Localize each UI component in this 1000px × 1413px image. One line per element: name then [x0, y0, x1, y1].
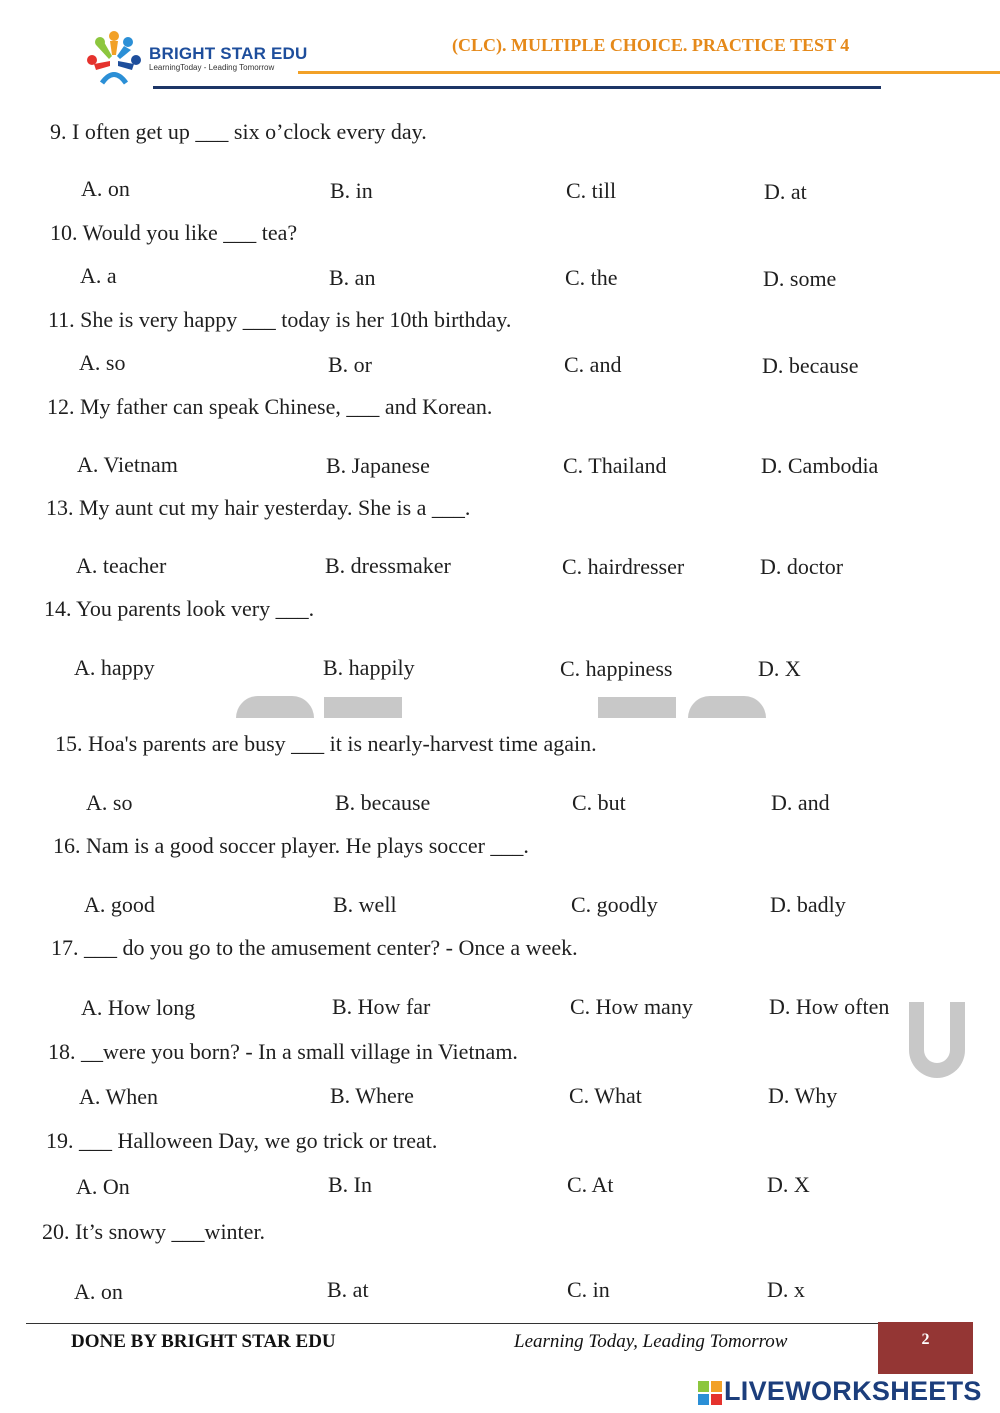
- option-d[interactable]: D. doctor: [760, 554, 844, 579]
- page-title: (CLC). MULTIPLE CHOICE. PRACTICE TEST 4: [452, 35, 850, 55]
- option-a[interactable]: A. on: [74, 1279, 123, 1304]
- question-text: 16. Nam is a good soccer player. He plays soccer ___.: [53, 833, 529, 858]
- option-a[interactable]: A. How long: [81, 995, 196, 1020]
- option-b[interactable]: B. Japanese: [326, 453, 430, 478]
- option-b[interactable]: B. because: [335, 790, 431, 815]
- question-text: 19. ___ Halloween Day, we go trick or treat.: [46, 1128, 438, 1153]
- option-a[interactable]: A. When: [79, 1084, 159, 1109]
- option-c[interactable]: C. but: [572, 790, 626, 815]
- footer-credit: DONE BY BRIGHT STAR EDU: [71, 1331, 336, 1352]
- option-d[interactable]: D. Cambodia: [761, 453, 879, 478]
- option-b[interactable]: B. In: [328, 1172, 372, 1197]
- option-a[interactable]: A. so: [79, 350, 126, 375]
- option-a[interactable]: A. Vietnam: [77, 452, 178, 477]
- option-d[interactable]: D. Why: [768, 1083, 838, 1108]
- option-c[interactable]: C. happiness: [560, 656, 673, 681]
- option-c[interactable]: C. hairdresser: [562, 554, 685, 579]
- option-c[interactable]: C. till: [566, 178, 617, 203]
- option-b[interactable]: B. at: [327, 1277, 369, 1302]
- option-b[interactable]: B. dressmaker: [325, 553, 451, 578]
- option-c[interactable]: C. What: [569, 1083, 642, 1108]
- liveworksheets-brand[interactable]: LIVEWORKSHEETS: [724, 1376, 982, 1406]
- option-b[interactable]: B. How far: [332, 994, 431, 1019]
- watermark-shape: [598, 697, 676, 718]
- option-c[interactable]: C. in: [567, 1277, 610, 1302]
- option-c[interactable]: C. How many: [570, 994, 693, 1019]
- option-b[interactable]: B. happily: [323, 655, 415, 680]
- option-d[interactable]: D. x: [767, 1277, 805, 1302]
- page-number: 2: [878, 1322, 973, 1374]
- question-text: 20. It’s snowy ___winter.: [42, 1219, 266, 1244]
- option-b[interactable]: B. Where: [330, 1083, 414, 1108]
- question-text: 15. Hoa's parents are busy ___ it is nearly-harvest time again.: [55, 731, 597, 756]
- option-d[interactable]: D. X: [758, 656, 801, 681]
- option-c[interactable]: C. the: [565, 265, 618, 290]
- brand-tagline: LearningToday - Leading Tomorrow: [149, 63, 275, 72]
- header-rule-orange: [298, 71, 1000, 74]
- option-a[interactable]: A. happy: [74, 655, 155, 680]
- option-d[interactable]: D. because: [762, 353, 859, 378]
- watermark-shape: [324, 697, 402, 718]
- option-a[interactable]: A. so: [86, 790, 133, 815]
- question-text: 11. She is very happy ___ today is her 10th birthday.: [48, 307, 512, 332]
- option-c[interactable]: C. goodly: [571, 892, 658, 917]
- option-a[interactable]: A. teacher: [76, 553, 167, 578]
- watermark-shape: [909, 1002, 965, 1078]
- option-a[interactable]: A. on: [81, 176, 130, 201]
- bright-star-logo-icon: [84, 28, 144, 88]
- watermark-shape: [688, 696, 766, 718]
- option-d[interactable]: D. badly: [770, 892, 846, 917]
- question-text: 12. My father can speak Chinese, ___ and Korean.: [47, 394, 493, 419]
- option-b[interactable]: B. in: [330, 178, 373, 203]
- question-text: 14. You parents look very ___.: [44, 596, 315, 621]
- question-text: 10. Would you like ___ tea?: [50, 220, 298, 245]
- question-text: 13. My aunt cut my hair yesterday. She is a ___.: [46, 495, 471, 520]
- option-a[interactable]: A. good: [84, 892, 155, 917]
- option-b[interactable]: B. an: [329, 265, 376, 290]
- option-d[interactable]: D. How often: [769, 994, 890, 1019]
- question-text: 17. ___ do you go to the amusement center? - Once a week.: [51, 935, 578, 960]
- brand-name: BRIGHT STAR EDU: [149, 44, 308, 63]
- footer-rule: [26, 1323, 878, 1324]
- option-b[interactable]: B. or: [328, 352, 372, 377]
- option-c[interactable]: C. and: [564, 352, 622, 377]
- watermark-shape: [236, 696, 314, 718]
- liveworksheets-logo-icon: [698, 1381, 722, 1405]
- option-c[interactable]: C. Thailand: [563, 453, 667, 478]
- option-d[interactable]: D. at: [764, 179, 807, 204]
- option-d[interactable]: D. X: [767, 1172, 810, 1197]
- question-text: 18. __were you born? - In a small village in Vietnam.: [48, 1039, 518, 1064]
- footer-slogan: Learning Today, Leading Tomorrow: [514, 1331, 788, 1352]
- option-a[interactable]: A. On: [76, 1174, 130, 1199]
- option-c[interactable]: C. At: [567, 1172, 614, 1197]
- header-rule-navy: [153, 86, 881, 89]
- option-d[interactable]: D. some: [763, 266, 837, 291]
- option-b[interactable]: B. well: [333, 892, 397, 917]
- option-d[interactable]: D. and: [771, 790, 830, 815]
- question-text: 9. I often get up ___ six o’clock every day.: [50, 119, 427, 144]
- option-a[interactable]: A. a: [80, 263, 117, 288]
